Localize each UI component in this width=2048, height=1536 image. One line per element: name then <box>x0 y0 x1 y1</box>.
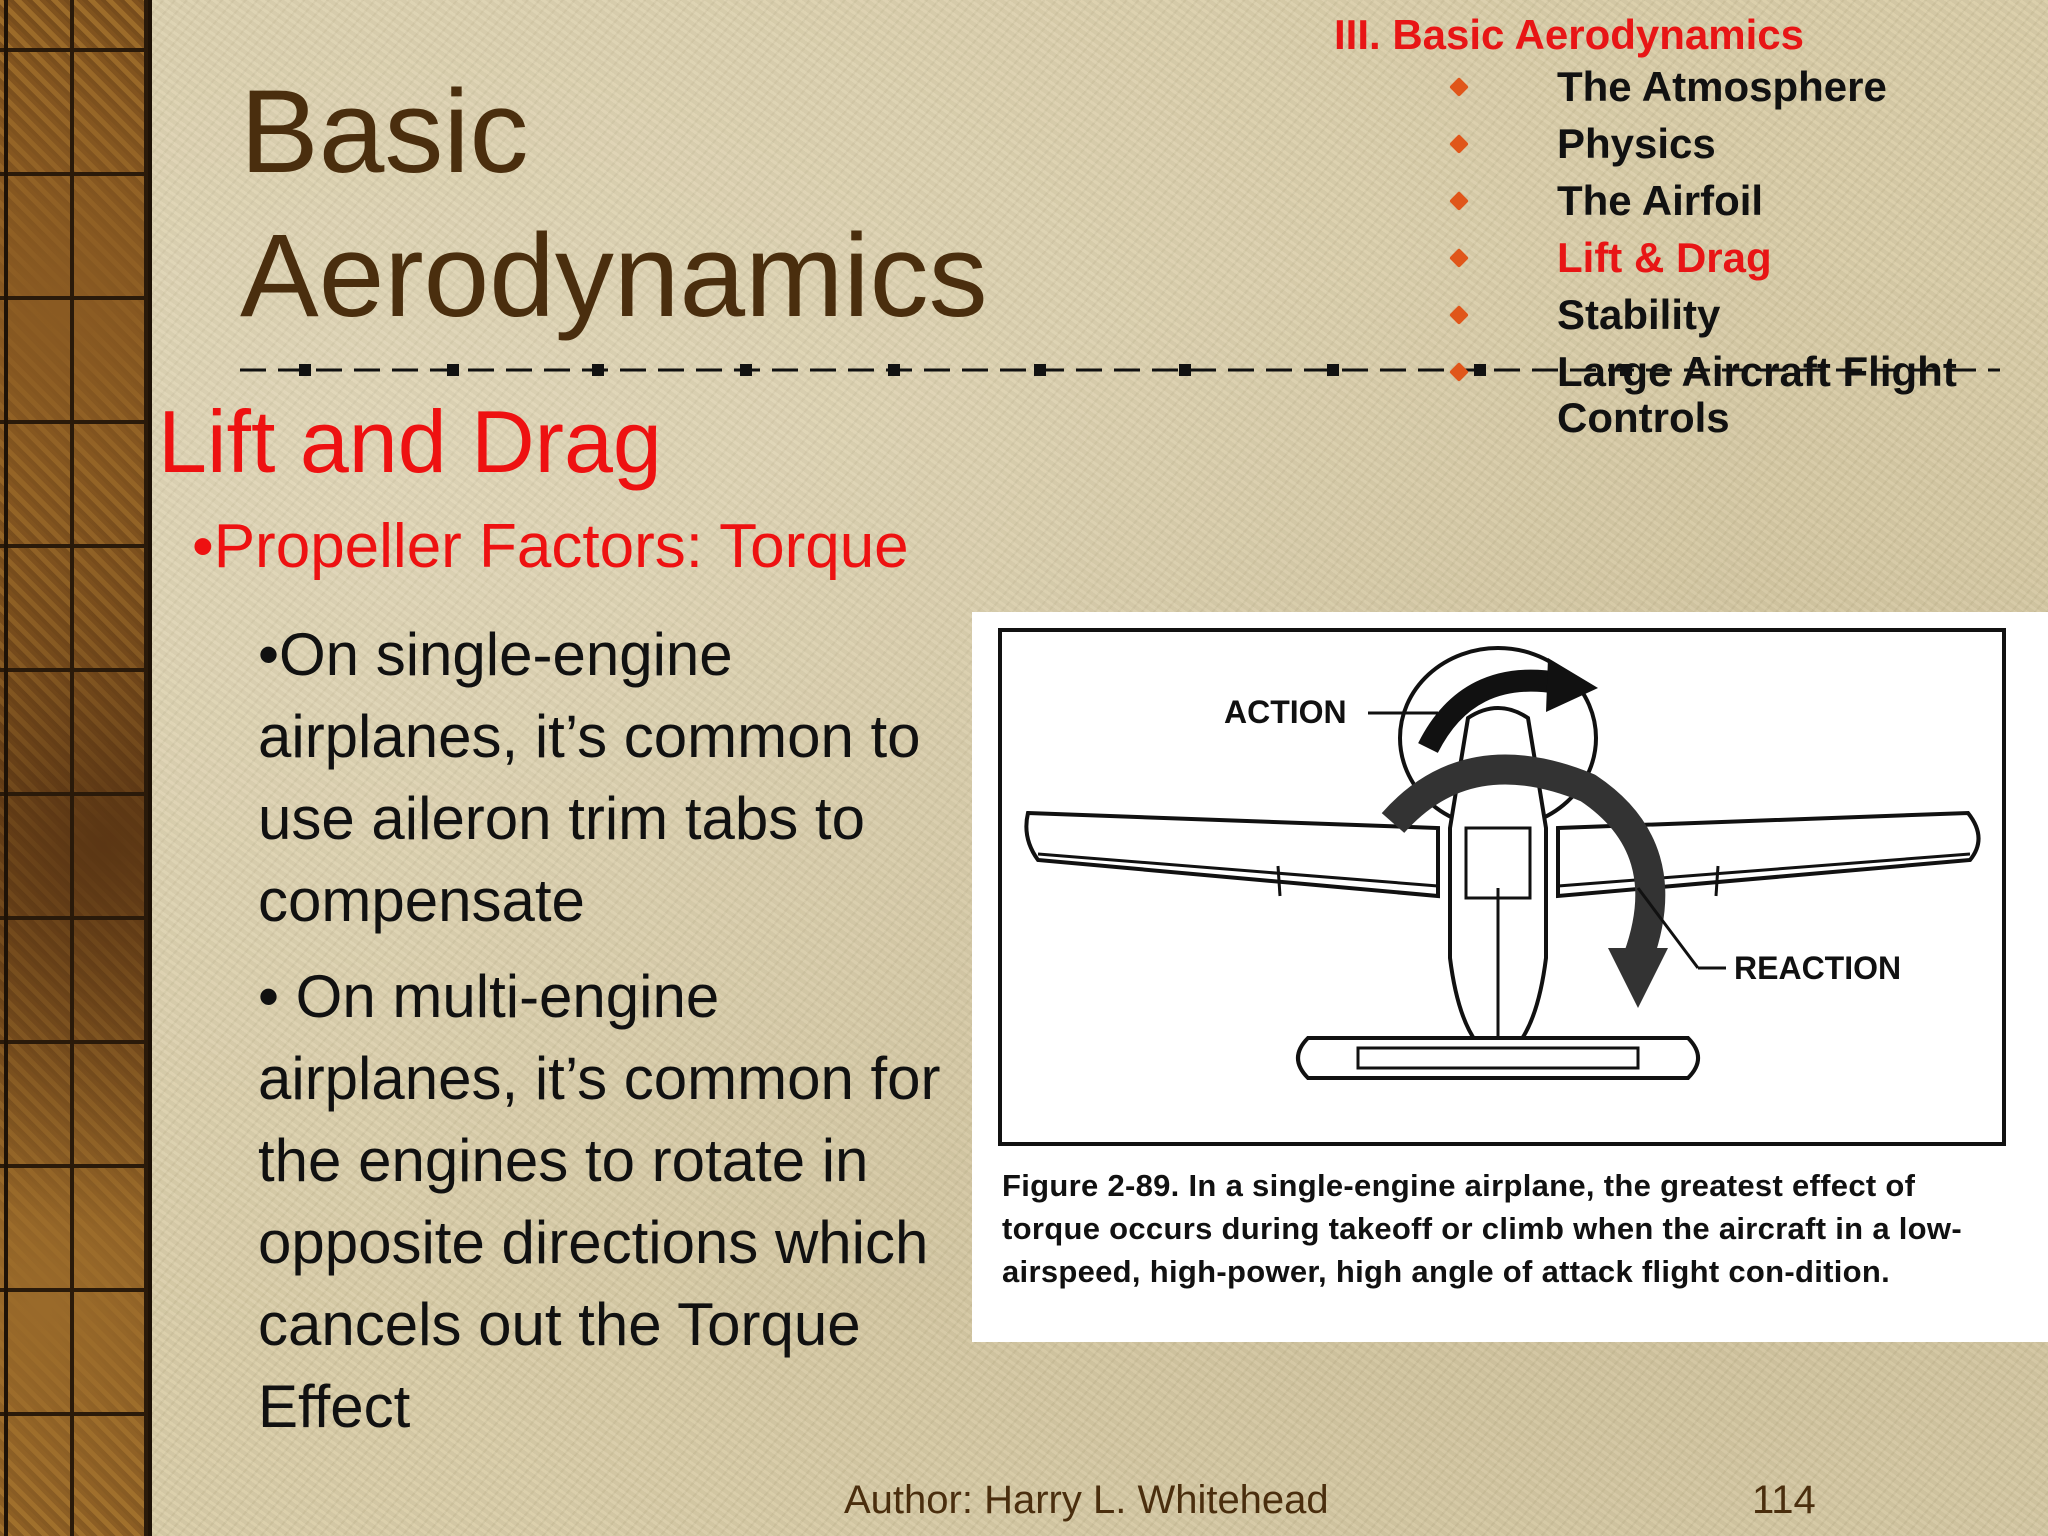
bullet-single-engine: •On single-engine airplanes, it’s common to use aileron trim tabs to compensate <box>258 621 921 934</box>
title-line-2: Aerodynamics <box>240 210 988 342</box>
torque-diagram <box>998 628 2008 1148</box>
subtitle-bullet: •Propeller Factors: Torque <box>192 512 909 581</box>
outline-list <box>1334 64 2014 441</box>
outline-panel <box>1334 10 2014 452</box>
diamond-bullet-icon <box>1449 362 1469 382</box>
title-line-1: Basic <box>240 66 529 198</box>
torque-figure <box>972 612 2048 1342</box>
outline-item-physics: Physics <box>1334 121 2014 167</box>
diamond-bullet-icon <box>1449 191 1469 211</box>
label-action: ACTION <box>1224 694 1347 730</box>
outline-item-stability: Stability <box>1334 292 2014 338</box>
outline-item-the-airfoil: The Airfoil <box>1334 178 2014 224</box>
figure-caption: Figure 2-89. In a single-engine airplane, the greatest effect of torque occurs during takeoff or climb when the aircraft in a low-airspeed, high-power, high angle of attack flight con-dition. <box>1002 1168 1962 1289</box>
diamond-bullet-icon <box>1449 77 1469 97</box>
page-number: 114 <box>1752 1478 1816 1522</box>
bullet-multi-engine: • On multi-engine airplanes, it’s common for the engines to rotate in opposite directions which cancels out the Torque Effect <box>258 963 941 1440</box>
slide-title <box>240 60 988 348</box>
body-bullets <box>258 614 978 1462</box>
decorative-side-strip <box>0 0 152 1536</box>
outline-item-large-aircraft-flight-controls: Large Aircraft Flight Controls <box>1334 349 2014 441</box>
diamond-bullet-icon <box>1449 305 1469 325</box>
footer-author: Author: Harry L. Whitehead <box>844 1478 1329 1522</box>
outline-item-lift-drag: Lift & Drag <box>1334 235 2014 281</box>
label-reaction: REACTION <box>1734 950 1902 986</box>
section-title: Lift and Drag <box>158 392 662 491</box>
diamond-bullet-icon <box>1449 134 1469 154</box>
outline-heading: III. Basic Aerodynamics <box>1334 11 1804 58</box>
diamond-bullet-icon <box>1449 248 1469 268</box>
outline-item-the-atmosphere: The Atmosphere <box>1334 64 2014 110</box>
